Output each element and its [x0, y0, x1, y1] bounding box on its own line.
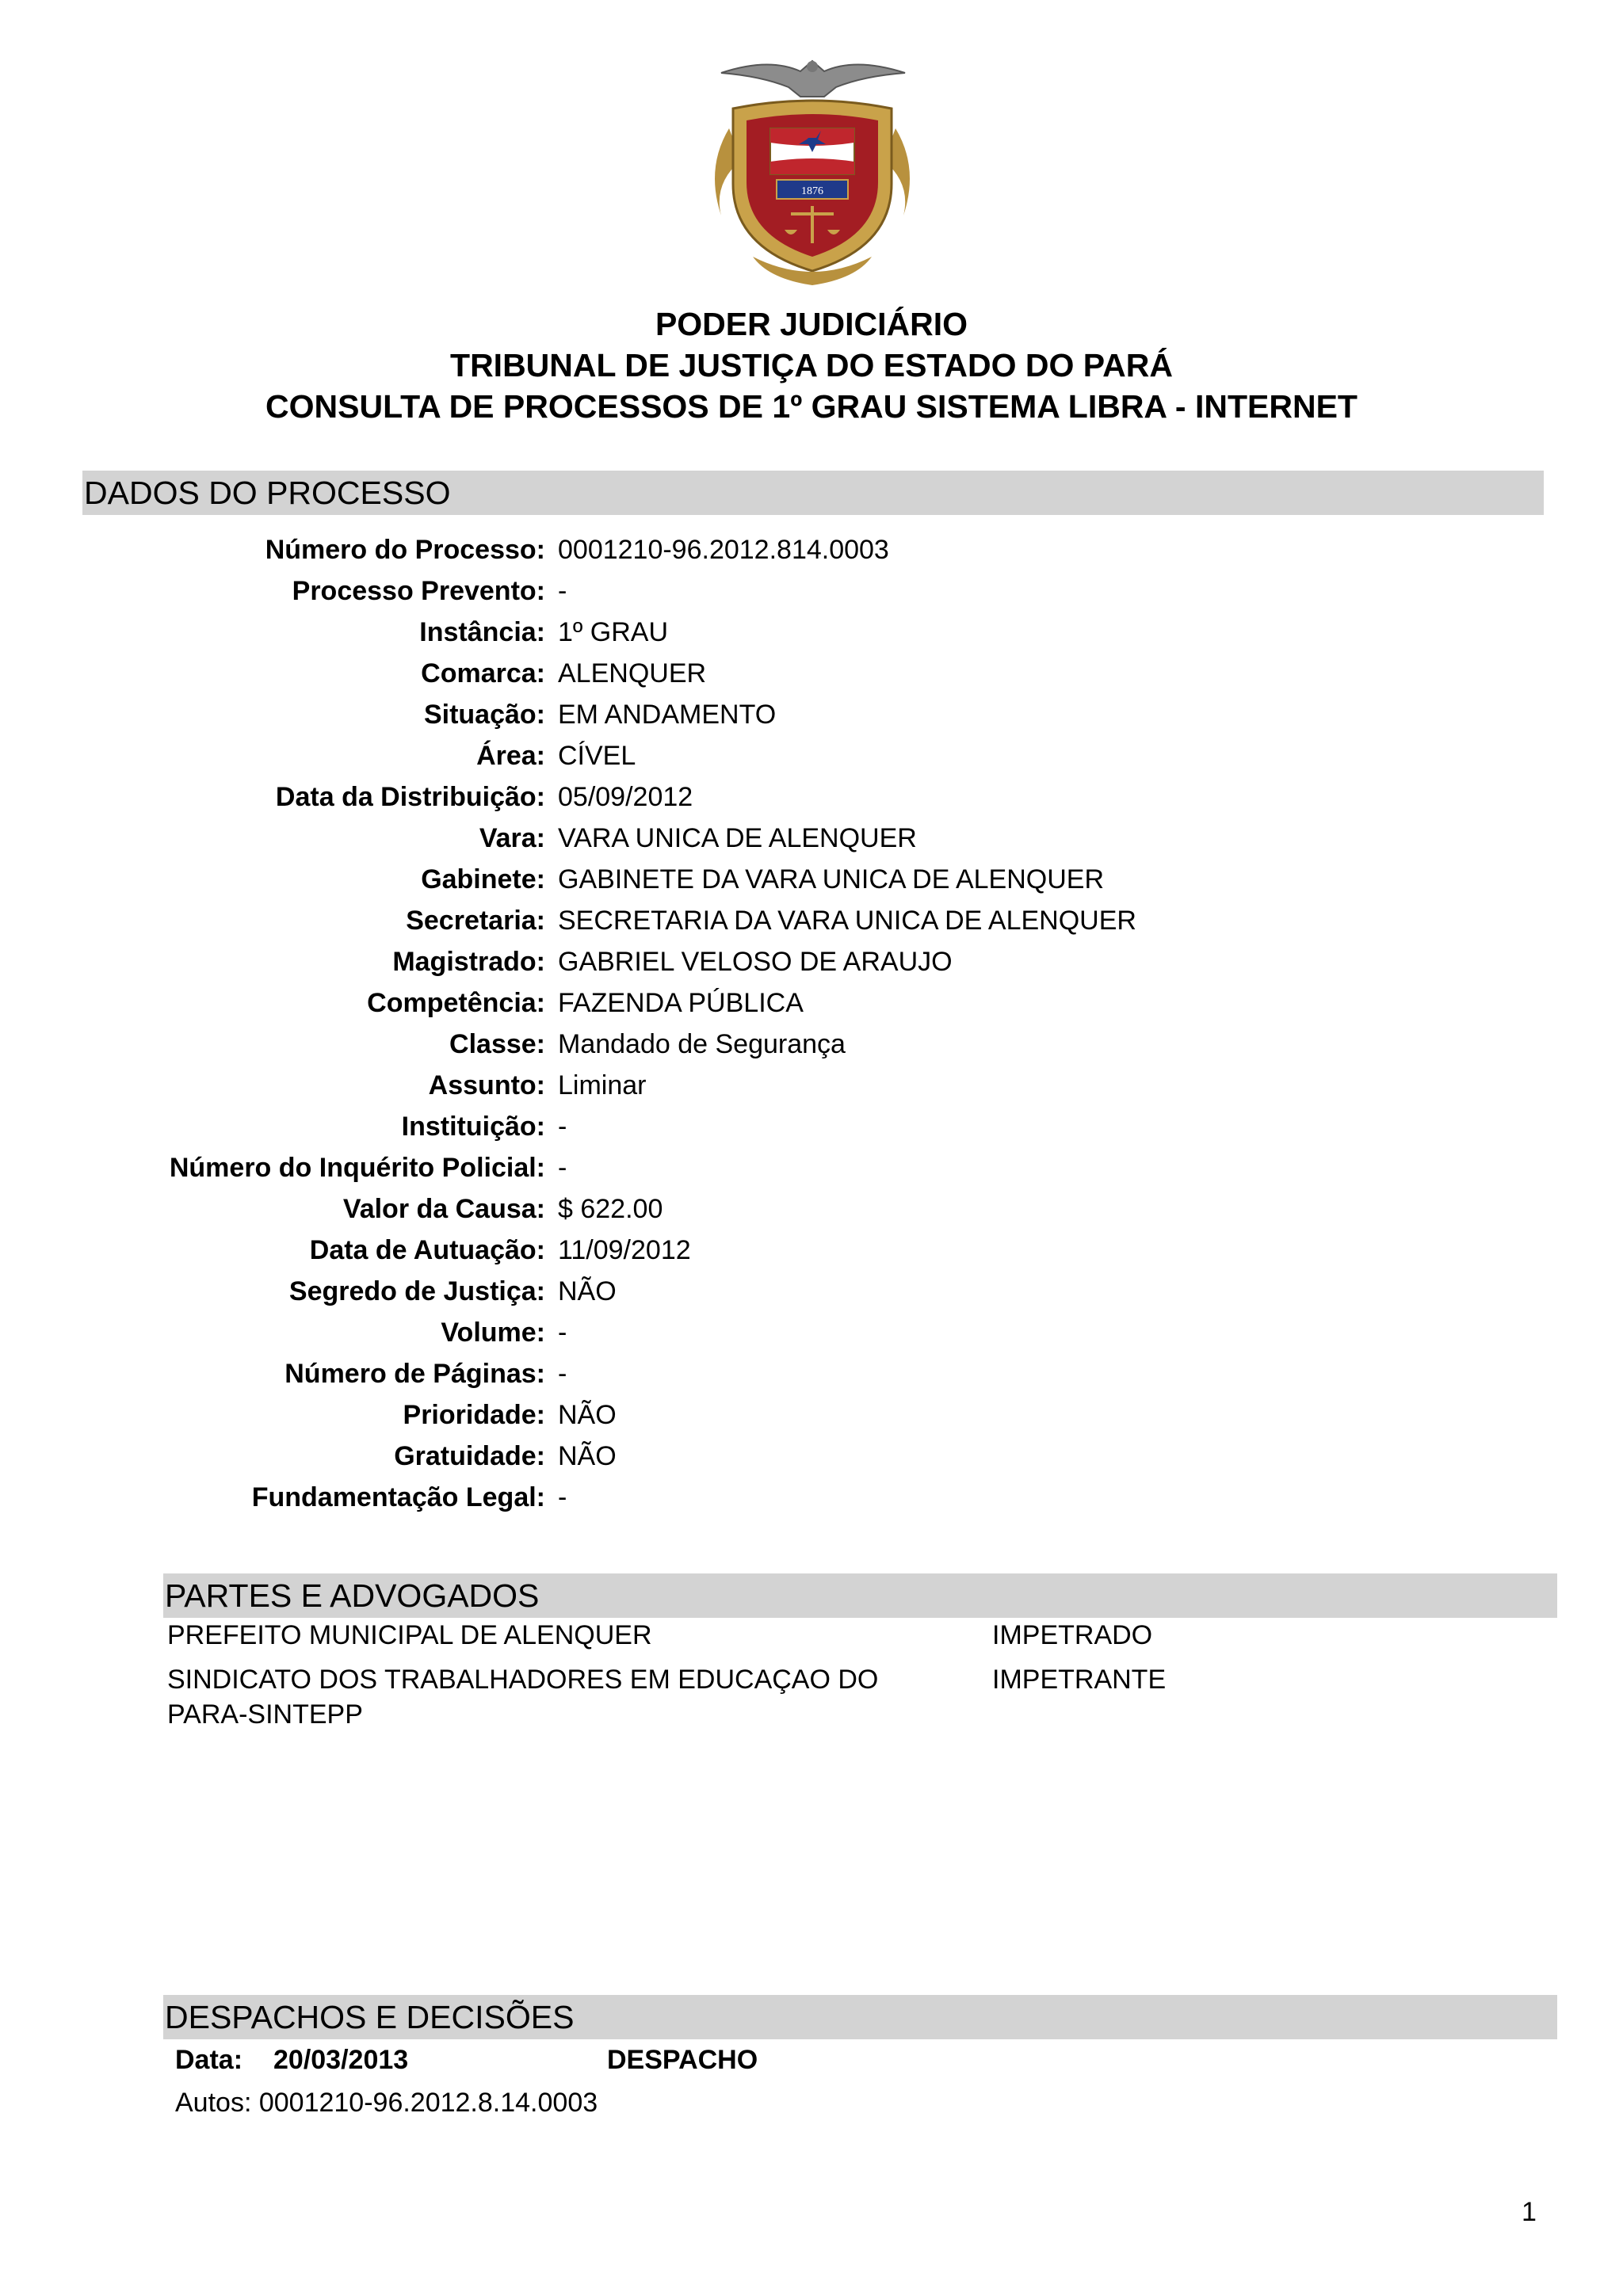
- field-value: EM ANDAMENTO: [558, 700, 777, 730]
- field-value: -: [558, 1359, 567, 1389]
- field-row: [0, 612, 1623, 653]
- party-name: PREFEITO MUNICIPAL DE ALENQUER: [167, 1620, 652, 1650]
- despacho-data-label: Data:: [175, 2045, 243, 2075]
- field-value: NÃO: [558, 1276, 617, 1306]
- field-value: -: [558, 1112, 567, 1142]
- field-value: 11/09/2012: [558, 1235, 691, 1265]
- section-title: DADOS DO PROCESSO: [84, 475, 451, 511]
- field-label: Gabinete:: [421, 864, 545, 894]
- section-title: DESPACHOS E DECISÕES: [165, 1999, 575, 2035]
- field-row: [0, 941, 1623, 982]
- field-value: -: [558, 1318, 567, 1348]
- field-label: Instituição:: [401, 1112, 545, 1142]
- field-label: Data da Distribuição:: [275, 782, 545, 812]
- crest-ribbon-text: 1876: [801, 185, 823, 197]
- field-row: [0, 529, 1623, 570]
- party-role: IMPETRANTE: [992, 1665, 1167, 1695]
- field-label: Gratuidade:: [394, 1441, 545, 1471]
- field-label: Assunto:: [428, 1070, 545, 1100]
- header-tribunal: TRIBUNAL DE JUSTIÇA DO ESTADO DO PARÁ: [450, 347, 1173, 383]
- field-label: Prioridade:: [403, 1400, 545, 1430]
- section-partes-advogados: [163, 1573, 1557, 1618]
- section-despachos-decisoes: [163, 1995, 1557, 2039]
- field-label: Situação:: [423, 700, 545, 730]
- field-label: Comarca:: [421, 658, 545, 688]
- field-row: [0, 818, 1623, 859]
- field-row: [0, 1188, 1623, 1230]
- field-row: [0, 900, 1623, 941]
- field-row: [0, 776, 1623, 818]
- field-value: FAZENDA PÚBLICA: [558, 988, 804, 1018]
- field-label: Instância:: [419, 617, 545, 647]
- autos-line: [175, 2085, 598, 2120]
- field-row: [0, 859, 1623, 900]
- field-label: Segredo de Justiça:: [288, 1276, 545, 1306]
- field-value: CÍVEL: [558, 741, 636, 771]
- court-crest-logo: [697, 49, 927, 291]
- header-poder-judiciario: PODER JUDICIÁRIO: [655, 306, 968, 342]
- field-label: Área:: [476, 741, 545, 771]
- field-value: ALENQUER: [558, 658, 707, 688]
- field-value: VARA UNICA DE ALENQUER: [558, 823, 917, 853]
- autos-label: Autos:: [175, 2088, 252, 2118]
- field-label: Secretaria:: [406, 906, 545, 936]
- field-row: [0, 570, 1623, 612]
- field-row: [0, 1065, 1623, 1106]
- field-row: [0, 1312, 1623, 1353]
- field-value: GABRIEL VELOSO DE ARAUJO: [558, 947, 953, 977]
- field-row: [0, 1271, 1623, 1312]
- field-label: Processo Prevento:: [292, 576, 545, 606]
- field-label: Número de Páginas:: [285, 1359, 545, 1389]
- field-value: 1º GRAU: [558, 617, 669, 647]
- field-value: GABINETE DA VARA UNICA DE ALENQUER: [558, 864, 1105, 894]
- field-row: [0, 982, 1623, 1024]
- field-label: Valor da Causa:: [342, 1194, 545, 1224]
- field-row: [0, 1477, 1623, 1518]
- field-label: Fundamentação Legal:: [251, 1482, 545, 1512]
- field-value: 05/09/2012: [558, 782, 693, 812]
- header-consulta: CONSULTA DE PROCESSOS DE 1º GRAU SISTEMA LIBRA - INTERNET: [265, 388, 1358, 425]
- field-value: Mandado de Segurança: [558, 1029, 846, 1059]
- section-dados-processo: [82, 471, 1544, 515]
- field-value: $ 622.00: [558, 1194, 663, 1224]
- field-value: -: [558, 576, 567, 606]
- field-value: SECRETARIA DA VARA UNICA DE ALENQUER: [558, 906, 1136, 936]
- field-row: [0, 1230, 1623, 1271]
- despacho-type: DESPACHO: [607, 2045, 758, 2075]
- field-row: [0, 1024, 1623, 1065]
- field-row: [0, 1353, 1623, 1394]
- page-number: 1: [1522, 2197, 1537, 2227]
- field-row: [0, 1394, 1623, 1436]
- field-value: NÃO: [558, 1441, 617, 1471]
- field-row: [0, 1436, 1623, 1477]
- field-label: Volume:: [441, 1318, 545, 1348]
- field-label: Número do Inquérito Policial:: [169, 1153, 545, 1183]
- party-name: SINDICATO DOS TRABALHADORES EM EDUCAÇAO DO PARA-SINTEPP: [167, 1665, 879, 1730]
- autos-value: 0001210-96.2012.8.14.0003: [258, 2088, 598, 2118]
- field-row: [0, 1147, 1623, 1188]
- field-label: Magistrado:: [392, 947, 545, 977]
- section-title: PARTES E ADVOGADOS: [165, 1577, 540, 1614]
- field-row: [0, 735, 1623, 776]
- field-row: [0, 694, 1623, 735]
- field-label: Data de Autuação:: [309, 1235, 545, 1265]
- field-value: -: [558, 1482, 567, 1512]
- field-label: Competência:: [367, 988, 545, 1018]
- field-value: Liminar: [558, 1070, 647, 1100]
- despacho-date: 20/03/2013: [273, 2045, 409, 2075]
- field-label: Classe:: [449, 1029, 545, 1059]
- field-value: -: [558, 1153, 567, 1183]
- field-label: Vara:: [479, 823, 545, 853]
- field-label: Número do Processo:: [265, 535, 545, 565]
- field-value: 0001210-96.2012.814.0003: [558, 535, 889, 565]
- field-row: [0, 653, 1623, 694]
- field-row: [0, 1106, 1623, 1147]
- field-value: NÃO: [558, 1400, 617, 1430]
- party-role: IMPETRADO: [992, 1620, 1153, 1650]
